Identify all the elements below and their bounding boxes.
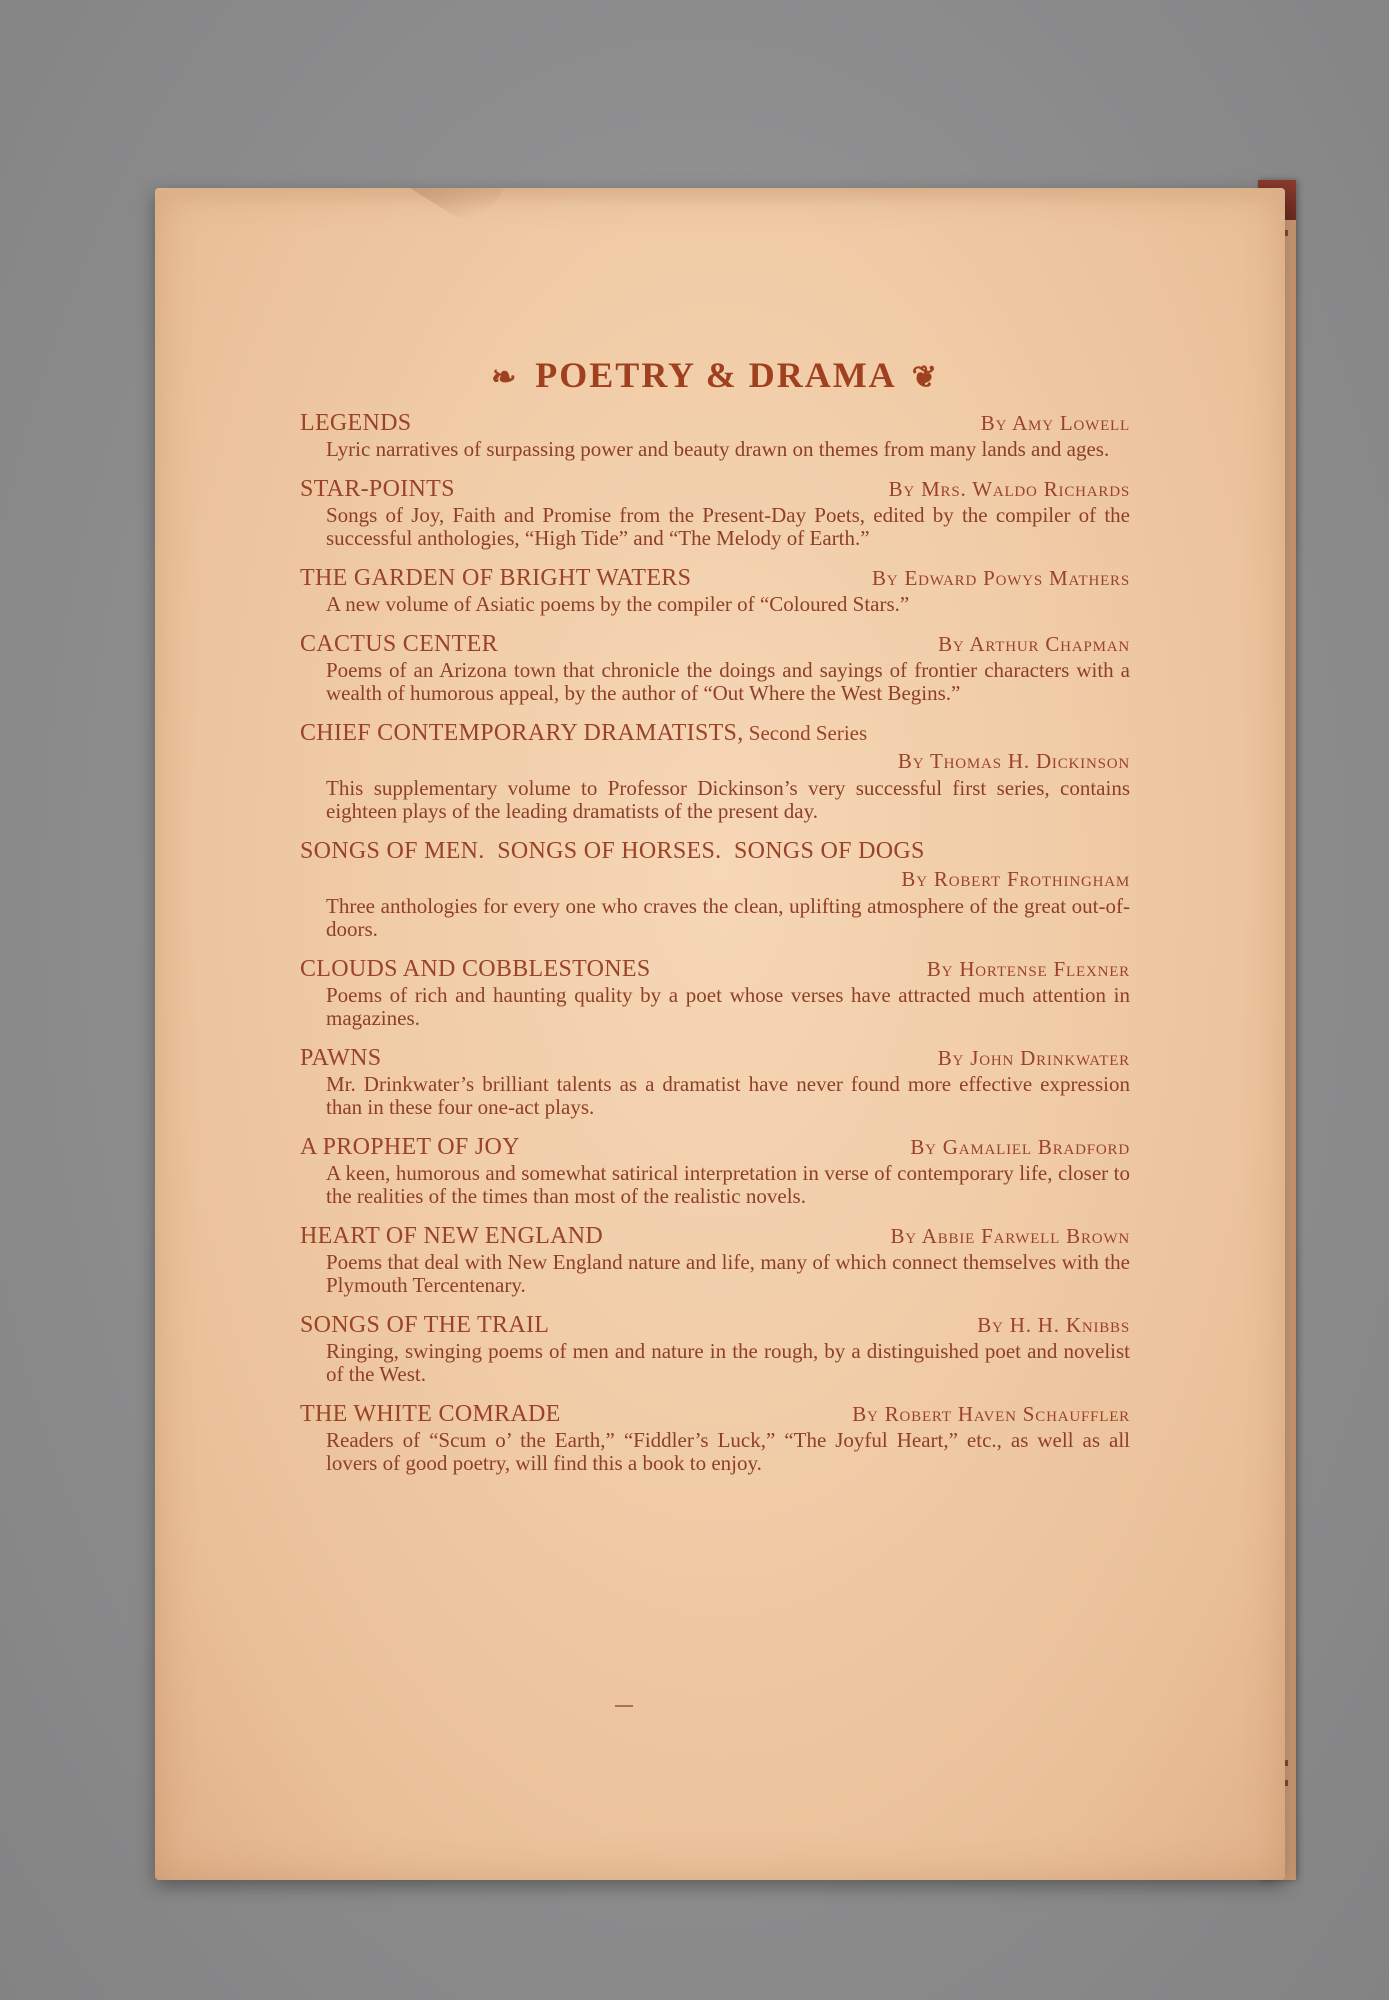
entry-header	[300, 836, 1130, 866]
catalog-entry	[300, 836, 1130, 941]
catalog-entry	[300, 408, 1130, 461]
entry-subtitle: Second Series	[743, 721, 868, 745]
entry-description: Lyric narratives of surpassing power and beauty drawn on themes from many lands and ages.	[326, 437, 1110, 461]
entry-description: This supplementary volume to Professor Dickinson’s very successful first series, contains eighteen plays of the leading dramatists of the present day.	[326, 776, 1130, 823]
catalog-entry	[300, 1132, 1130, 1208]
entry-title: SONGS OF THE TRAIL	[300, 1312, 550, 1338]
entry-description: Poems of rich and haunting quality by a poet whose verses have attracted much attention in magazines.	[326, 983, 1130, 1030]
entry-header	[300, 954, 1130, 984]
entry-description: A new volume of Asiatic poems by the compiler of “Coloured Stars.”	[326, 592, 910, 616]
catalog-entry	[300, 1310, 1130, 1386]
bottom-dash-mark	[615, 1705, 633, 1707]
entry-title: HEART OF NEW ENGLAND	[300, 1223, 603, 1249]
entry-author: By Hortense Flexner	[926, 957, 1130, 981]
catalog-entry	[300, 1399, 1130, 1475]
entry-header	[300, 1399, 1130, 1429]
entry-header	[300, 1221, 1130, 1251]
entry-header	[300, 1043, 1130, 1073]
entry-header	[300, 1310, 1130, 1340]
entry-author: By Robert Frothingham	[901, 867, 1130, 891]
jacket-tear	[410, 188, 505, 228]
catalog-entry	[300, 1043, 1130, 1119]
entry-title: THE GARDEN OF BRIGHT WATERS	[300, 565, 692, 591]
entry-title	[300, 718, 867, 748]
entry-description: Readers of “Scum o’ the Earth,” “Fiddler’s Luck,” “The Joyful Heart,” etc., as well as all lovers of good poetry, will find this a book to enjoy.	[326, 1428, 1130, 1475]
entry-title: CACTUS CENTER	[300, 631, 498, 657]
catalog-entry	[300, 474, 1130, 550]
entry-title: A PROPHET OF JOY	[300, 1134, 520, 1160]
entry-description: Mr. Drinkwater’s brilliant talents as a dramatist have never found more effective expression than in these four one-act plays.	[326, 1072, 1130, 1119]
entry-title: CLOUDS AND COBBLESTONES	[300, 956, 651, 982]
entry-title: SONGS OF MEN. SONGS OF HORSES. SONGS OF DOGS	[300, 838, 925, 864]
jacket-top-edge	[155, 188, 1285, 206]
entry-author: By Robert Haven Schauffler	[852, 1402, 1130, 1426]
entry-author: By Thomas H. Dickinson	[897, 749, 1130, 773]
heading-text: POETRY & DRAMA	[535, 355, 895, 395]
catalog-entry	[300, 1221, 1130, 1297]
catalog-entry	[300, 563, 1130, 616]
catalog-heading	[300, 355, 1130, 398]
entry-author: By Edward Powys Mathers	[871, 566, 1130, 590]
entry-title: THE WHITE COMRADE	[300, 1401, 561, 1427]
right-ornament-icon: ❦	[911, 361, 939, 394]
entry-description: Poems of an Arizona town that chronicle the doings and sayings of frontier characters with a wealth of humorous appeal, by the author of “Out Where the West Begins.”	[326, 658, 1130, 705]
entry-author: By H. H. Knibbs	[977, 1313, 1130, 1337]
entry-author: By Arthur Chapman	[938, 632, 1130, 656]
entry-description: Poems that deal with New England nature and life, many of which connect themselves with the Plymouth Tercentenary.	[326, 1250, 1130, 1297]
entry-header	[300, 1132, 1130, 1162]
entry-author: By John Drinkwater	[937, 1046, 1130, 1070]
entry-author-line	[300, 866, 1130, 895]
entry-author: By Gamaliel Bradford	[910, 1135, 1130, 1159]
entry-title: PAWNS	[300, 1045, 382, 1071]
catalog-content	[300, 355, 1130, 1488]
entry-title: STAR-POINTS	[300, 476, 455, 502]
entry-header	[300, 474, 1130, 504]
catalog-entry	[300, 718, 1130, 823]
entry-title: LEGENDS	[300, 410, 412, 436]
entry-description: Songs of Joy, Faith and Promise from the Present-Day Poets, edited by the compiler of the successful anthologies, “High Tide” and “The Melody of Earth.”	[326, 503, 1130, 550]
entry-description: A keen, humorous and somewhat satirical interpretation in verse of contemporary life, closer to the realities of the times than most of the realistic novels.	[326, 1161, 1130, 1208]
entry-description: Three anthologies for every one who craves the clean, uplifting atmosphere of the great out-of-doors.	[326, 894, 1130, 941]
left-ornament-icon: ❧	[491, 361, 519, 394]
entry-author: By Mrs. Waldo Richards	[888, 477, 1130, 501]
entry-author: By Amy Lowell	[980, 411, 1130, 435]
entry-header	[300, 629, 1130, 659]
entry-title-main: CHIEF CONTEMPORARY DRAMATISTS,	[300, 720, 744, 746]
entry-author-line	[300, 748, 1130, 777]
entry-header	[300, 408, 1130, 438]
catalog-entry	[300, 954, 1130, 1030]
entry-description: Ringing, swinging poems of men and nature in the rough, by a distinguished poet and novelist of the West.	[326, 1339, 1130, 1386]
entry-header	[300, 563, 1130, 593]
entry-author: By Abbie Farwell Brown	[890, 1224, 1130, 1248]
entry-header	[300, 718, 1130, 748]
catalog-entry	[300, 629, 1130, 705]
